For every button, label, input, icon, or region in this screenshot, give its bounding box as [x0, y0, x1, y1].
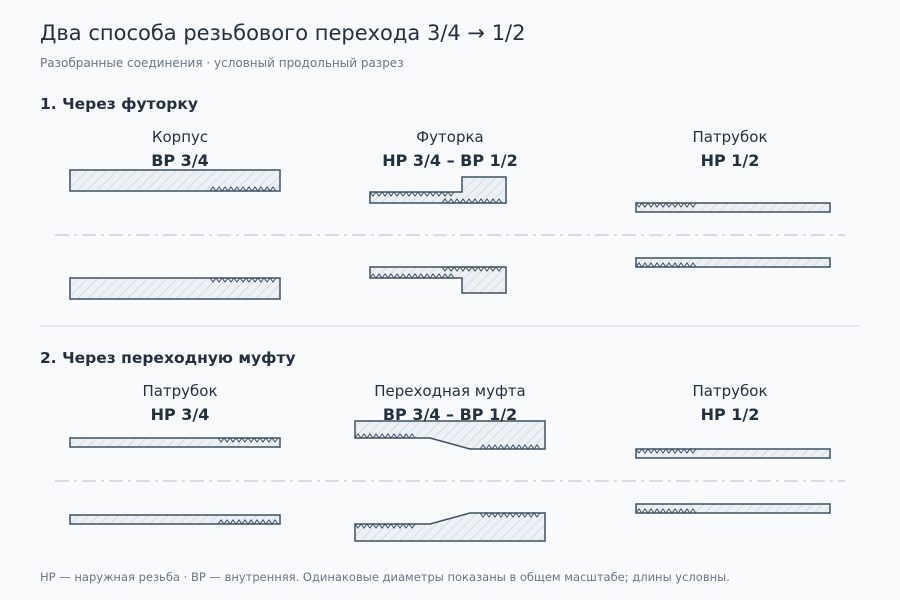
s1-pipe-name: Патрубок: [692, 128, 768, 146]
s2-coupling-upper-wall: [355, 421, 545, 449]
s1-body-spec: ВР 3/4: [151, 151, 209, 170]
page-title: Два способа резьбового перехода 3/4 → 1/2: [40, 21, 526, 45]
s1-bushing-name: Футорка: [416, 128, 484, 146]
section-1-heading: 1. Через футорку: [40, 95, 198, 113]
s1-body-name: Корпус: [151, 128, 209, 146]
s1-bushing-lower-wall: [370, 267, 506, 293]
s1-bushing-upper-wall: [370, 177, 506, 203]
s2-coupling-lower-wall: [355, 513, 545, 541]
s2-pipe12-spec: НР 1/2: [700, 405, 760, 424]
footnote: НР — наружная резьба · ВР — внутренняя. Одинаковые диаметры показаны в общем масштабе; длины условны.: [40, 570, 730, 584]
s2-pipe34-spec: НР 3/4: [150, 405, 210, 424]
s2-pipe12-name: Патрубок: [692, 382, 768, 400]
s2-coupling-name: Переходная муфта: [374, 382, 526, 400]
s1-pipe-spec: НР 1/2: [700, 151, 760, 170]
page-subtitle: Разобранные соединения · условный продольный разрез: [40, 56, 404, 70]
s2-pipe34-name: Патрубок: [142, 382, 218, 400]
section-2-heading: 2. Через переходную муфту: [40, 349, 296, 367]
s2-coupling-spec: ВР 3/4 – ВР 1/2: [382, 405, 518, 424]
s1-bushing-spec: НР 3/4 – ВР 1/2: [382, 151, 518, 170]
